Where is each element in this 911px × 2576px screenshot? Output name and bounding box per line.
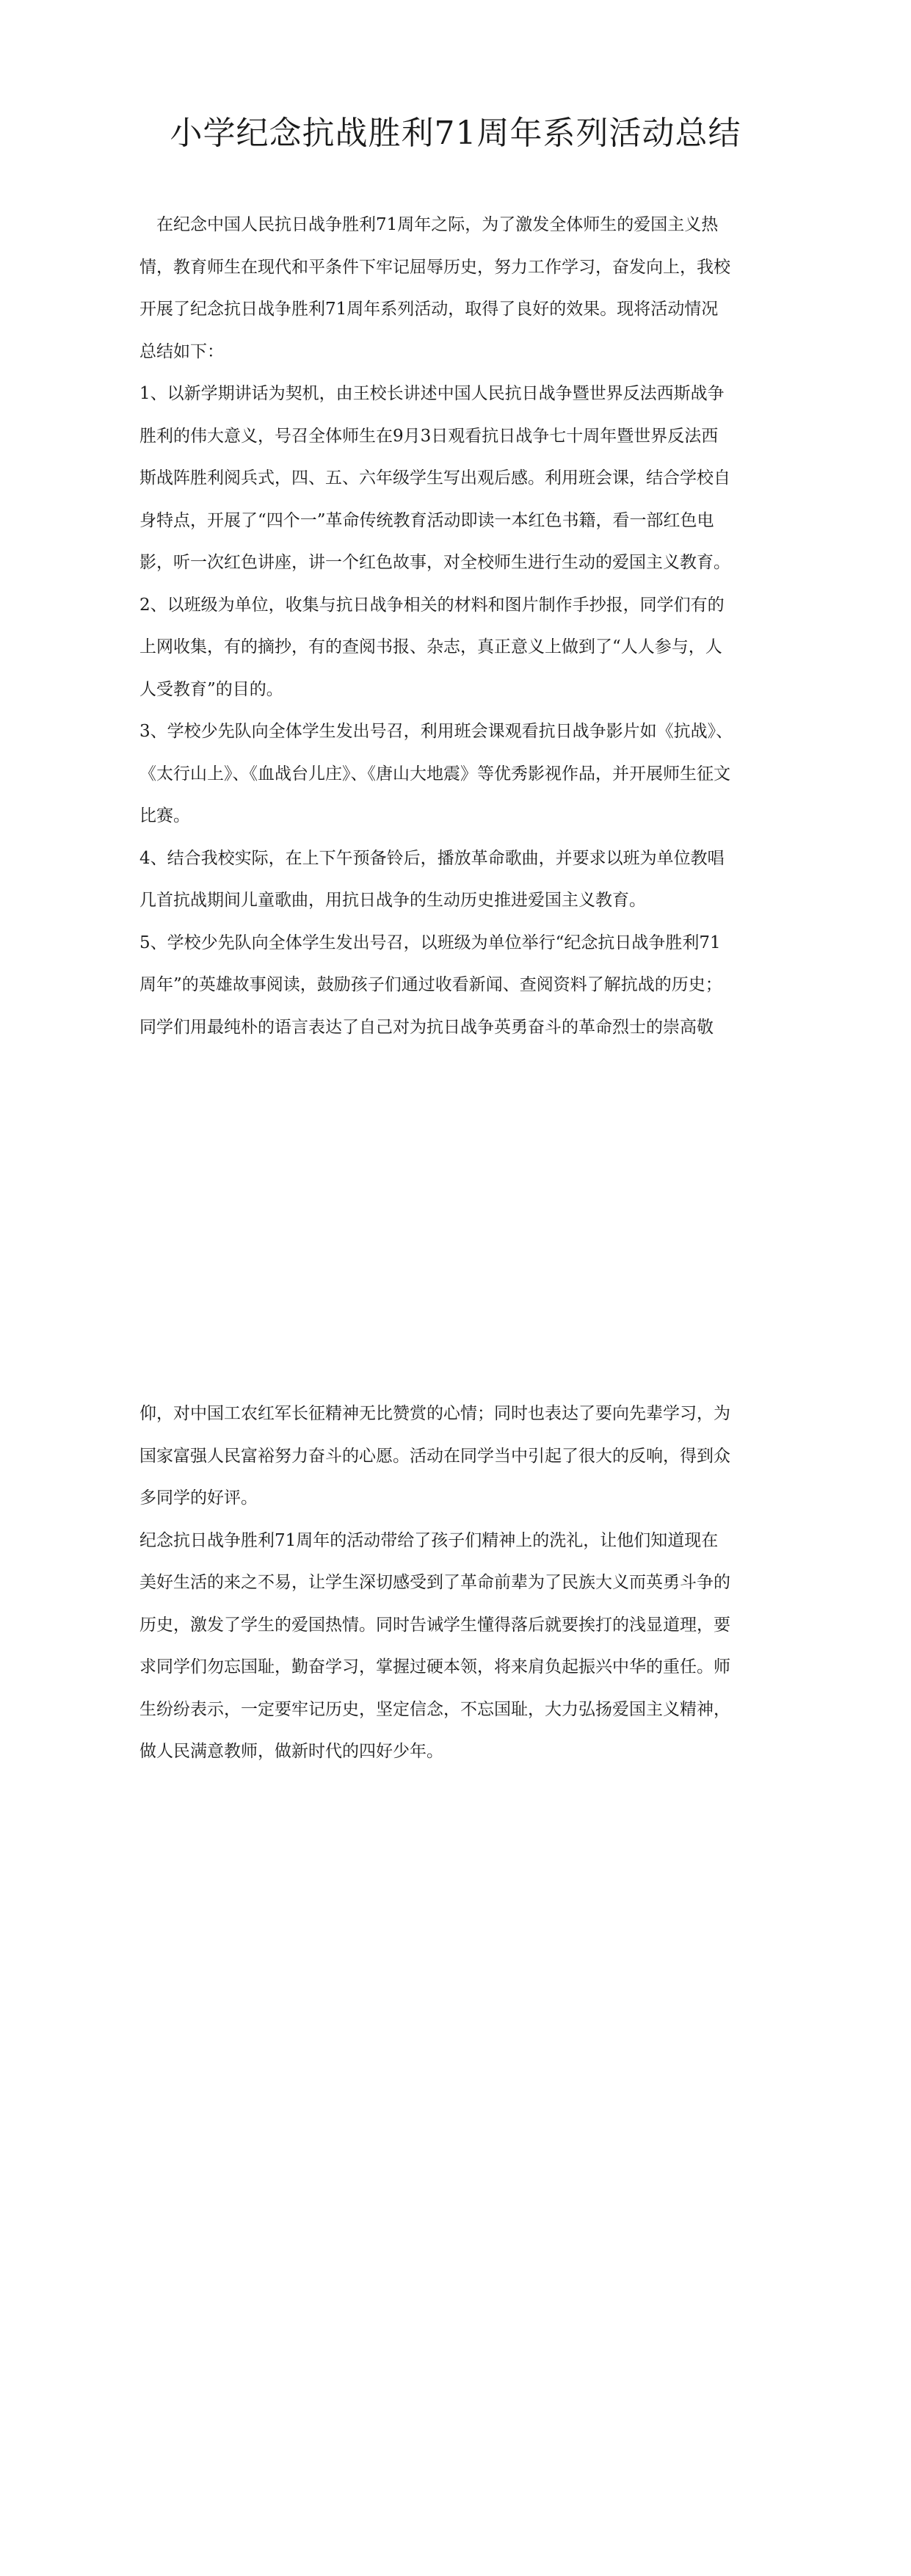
body-text-part-1 xyxy=(139,204,785,1049)
text-line: 历史，激发了学生的爱国热情。同时告诫学生懂得落后就要挨打的浅显道理，要 xyxy=(139,1615,730,1635)
text-line: 仰，对中国工农红军长征精神无比赞赏的心情；同时也表达了要向先辈学习，为 xyxy=(139,1404,730,1423)
text-line: 身特点，开展了“四个一”革命传统教育活动即读一本红色书籍，看一部红色电 xyxy=(139,510,714,530)
text-line: 生纷纷表示，一定要牢记历史，坚定信念，不忘国耻，大力弘扬爱国主义精神， xyxy=(139,1699,730,1719)
text-line: 影，听一次红色讲座，讲一个红色故事，对全校师生进行生动的爱国主义教育。 xyxy=(139,553,730,572)
text-line: 斯战阵胜利阅兵式，四、五、六年级学生写出观后感。利用班会课，结合学校自 xyxy=(139,468,730,488)
text-line: 开展了纪念抗日战争胜利71周年系列活动，取得了良好的效果。现将活动情况 xyxy=(139,300,719,319)
text-line: 同学们用最纯朴的语言表达了自己对为抗日战争英勇奋斗的革命烈士的崇高敬 xyxy=(139,1017,714,1037)
text-line: 5、学校少先队向全体学生发出号召，以班级为单位举行“纪念抗日战争胜利71 xyxy=(139,933,721,952)
document-title: 小学纪念抗战胜利71周年系列活动总结 xyxy=(170,115,741,152)
text-line: 美好生活的来之不易，让学生深切感受到了革命前辈为了民族大义而英勇斗争的 xyxy=(139,1573,730,1592)
text-line: 总结如下： xyxy=(139,341,224,361)
text-line: 胜利的伟大意义，号召全体师生在9月3日观看抗日战争七十周年暨世界反法西 xyxy=(139,426,719,446)
text-line: 国家富强人民富裕努力奋斗的心愿。活动在同学当中引起了很大的反响，得到众 xyxy=(139,1446,730,1466)
text-line: 纪念抗日战争胜利71周年的活动带给了孩子们精神上的洗礼，让他们知道现在 xyxy=(139,1530,719,1550)
text-line: 4、结合我校实际，在上下午预备铃后，播放革命歌曲，并要求以班为单位教唱 xyxy=(139,848,725,868)
text-line: 多同学的好评。 xyxy=(139,1488,258,1508)
text-line: 求同学们勿忘国耻，勤奋学习，掌握过硬本领，将来肩负起振兴中华的重任。师 xyxy=(139,1657,730,1676)
text-line: 情，教育师生在现代和平条件下牢记屈辱历史，努力工作学习，奋发向上，我校 xyxy=(139,257,730,277)
text-line: 上网收集，有的摘抄，有的查阅书报、杂志，真正意义上做到了“人人参与，人 xyxy=(139,637,722,656)
text-line: 比赛。 xyxy=(139,806,190,825)
body-text-part-2 xyxy=(139,1393,785,1773)
text-line: 3、学校少先队向全体学生发出号召，利用班会课观看抗日战争影片如《抗战》、 xyxy=(139,722,733,741)
text-line: 周年”的英雄故事阅读，鼓励孩子们通过收看新闻、查阅资料了解抗战的历史； xyxy=(139,975,722,994)
text-line: 《太行山上》、《血战台儿庄》、《唐山大地震》等优秀影视作品，并开展师生征文 xyxy=(139,764,730,784)
text-line: 1、以新学期讲话为契机，由王校长讲述中国人民抗日战争暨世界反法西斯战争 xyxy=(139,384,725,403)
text-line: 几首抗战期间儿童歌曲，用抗日战争的生动历史推进爱国主义教育。 xyxy=(139,891,646,910)
text-line: 人受教育”的目的。 xyxy=(139,679,283,699)
text-line: 在纪念中国人民抗日战争胜利71周年之际，为了激发全体师生的爱国主义热 xyxy=(139,215,719,234)
text-line: 做人民满意教师，做新时代的四好少年。 xyxy=(139,1742,443,1761)
text-line: 2、以班级为单位，收集与抗日战争相关的材料和图片制作手抄报，同学们有的 xyxy=(139,595,725,615)
